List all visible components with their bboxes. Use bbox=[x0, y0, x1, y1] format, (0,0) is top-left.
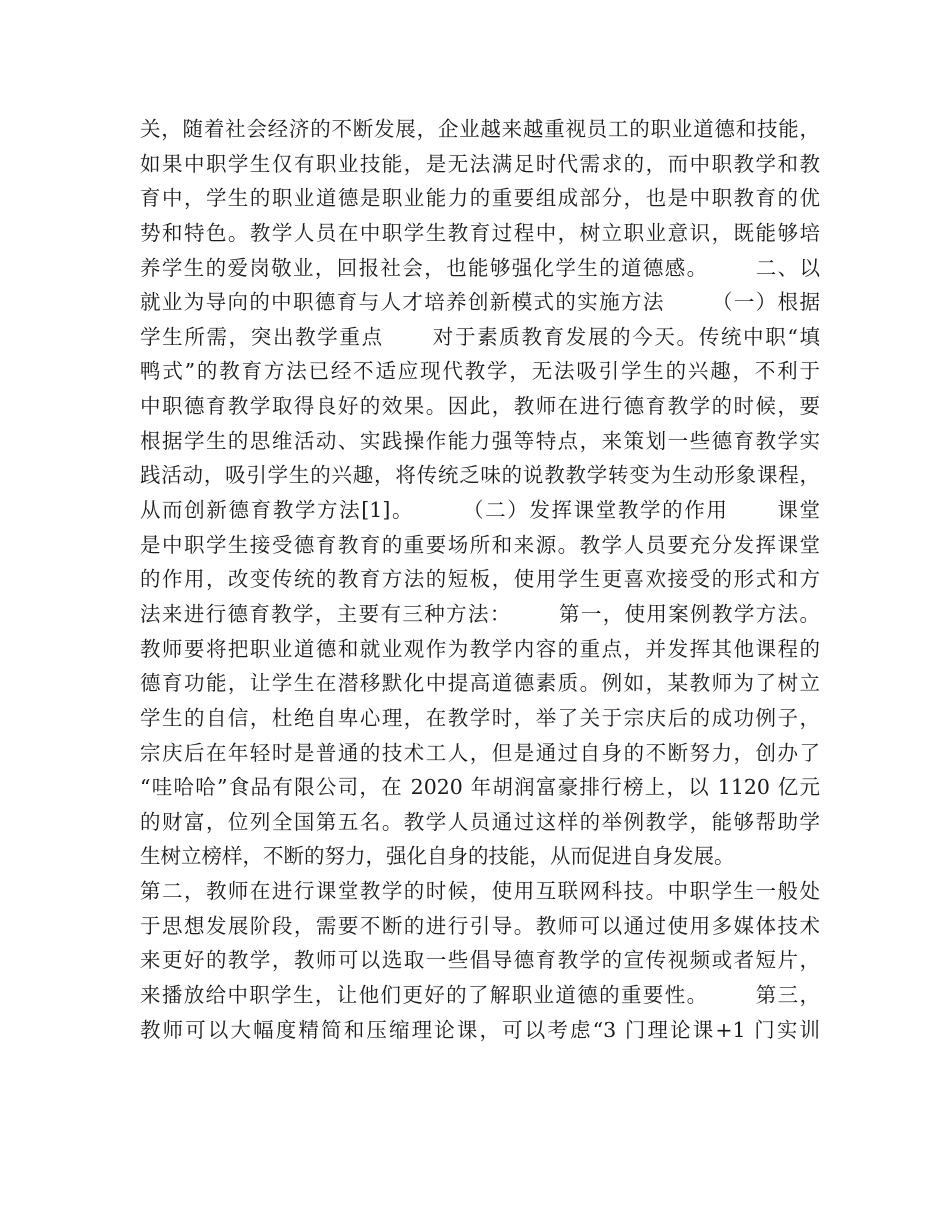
text-line: 于思想发展阶段，需要不断的进行引导。教师可以通过使用多媒体技术 bbox=[140, 913, 820, 938]
text-line: 是中职学生接受德育教育的重要场所和来源。教学人员要充分发挥课堂 bbox=[140, 532, 820, 557]
text-line: 来更好的教学，教师可以选取一些倡导德育教学的宣传视频或者短片， bbox=[140, 948, 820, 973]
text-line: 从而创新德育教学方法[1]。 （二）发挥课堂教学的作用 课堂 bbox=[140, 498, 820, 523]
text-line: 德育功能，让学生在潜移默化中提高道德素质。例如，某教师为了树立 bbox=[140, 671, 820, 696]
text-line: 的财富，位列全国第五名。教学人员通过这样的举例教学，能够帮助学 bbox=[140, 809, 820, 834]
text-line: 育中，学生的职业道德是职业能力的重要组成部分，也是中职教育的优 bbox=[140, 186, 820, 211]
text-line: 如果中职学生仅有职业技能，是无法满足时代需求的，而中职教学和教 bbox=[140, 151, 820, 176]
text-line: 中职德育教学取得良好的效果。因此，教师在进行德育教学的时候，要 bbox=[140, 394, 820, 419]
text-line: 根据学生的思维活动、实践操作能力强等特点，来策划一些德育教学实 bbox=[140, 428, 820, 453]
text-line: 的作用，改变传统的教育方法的短板，使用学生更喜欢接受的形式和方 bbox=[140, 567, 820, 592]
text-line: 生树立榜样，不断的努力，强化自身的技能，从而促进自身发展。 bbox=[140, 844, 735, 869]
body-text bbox=[140, 112, 820, 1047]
text-line: 就业为导向的中职德育与人才培养创新模式的实施方法 （一）根据 bbox=[140, 290, 820, 315]
text-line: 鸭式”的教育方法已经不适应现代教学，无法吸引学生的兴趣，不利于 bbox=[140, 359, 820, 384]
text-line: 教师可以大幅度精简和压缩理论课，可以考虑“3 门理论课+1 门实训 bbox=[140, 1017, 820, 1042]
text-line: 践活动，吸引学生的兴趣，将传统乏味的说教教学转变为生动形象课程， bbox=[140, 463, 820, 488]
text-line: 学生所需，突出教学重点 对于素质教育发展的今天。传统中职“填 bbox=[140, 324, 820, 349]
text-line: 养学生的爱岗敬业，回报社会，也能够强化学生的道德感。 二、以 bbox=[140, 255, 820, 280]
text-line: 法来进行德育教学，主要有三种方法： 第一，使用案例教学方法。 bbox=[140, 601, 820, 626]
text-line: “哇哈哈”食品有限公司，在 2020 年胡润富豪排行榜上，以 1120 亿元 bbox=[140, 775, 820, 800]
text-line: 宗庆后在年轻时是普通的技术工人，但是通过自身的不断努力，创办了 bbox=[140, 740, 820, 765]
text-line: 来播放给中职学生，让他们更好的了解职业道德的重要性。 第三， bbox=[140, 983, 820, 1008]
text-line: 教师要将把职业道德和就业观作为教学内容的重点，并发挥其他课程的 bbox=[140, 636, 820, 661]
text-line: 势和特色。教学人员在中职学生教育过程中，树立职业意识，既能够培 bbox=[140, 220, 820, 245]
text-line: 关，随着社会经济的不断发展，企业越来越重视员工的职业道德和技能， bbox=[140, 117, 820, 141]
text-line: 学生的自信，杜绝自卑心理，在教学时，举了关于宗庆后的成功例子， bbox=[140, 705, 820, 730]
text-line: 第二，教师在进行课堂教学的时候，使用互联网科技。中职学生一般处 bbox=[140, 879, 820, 904]
